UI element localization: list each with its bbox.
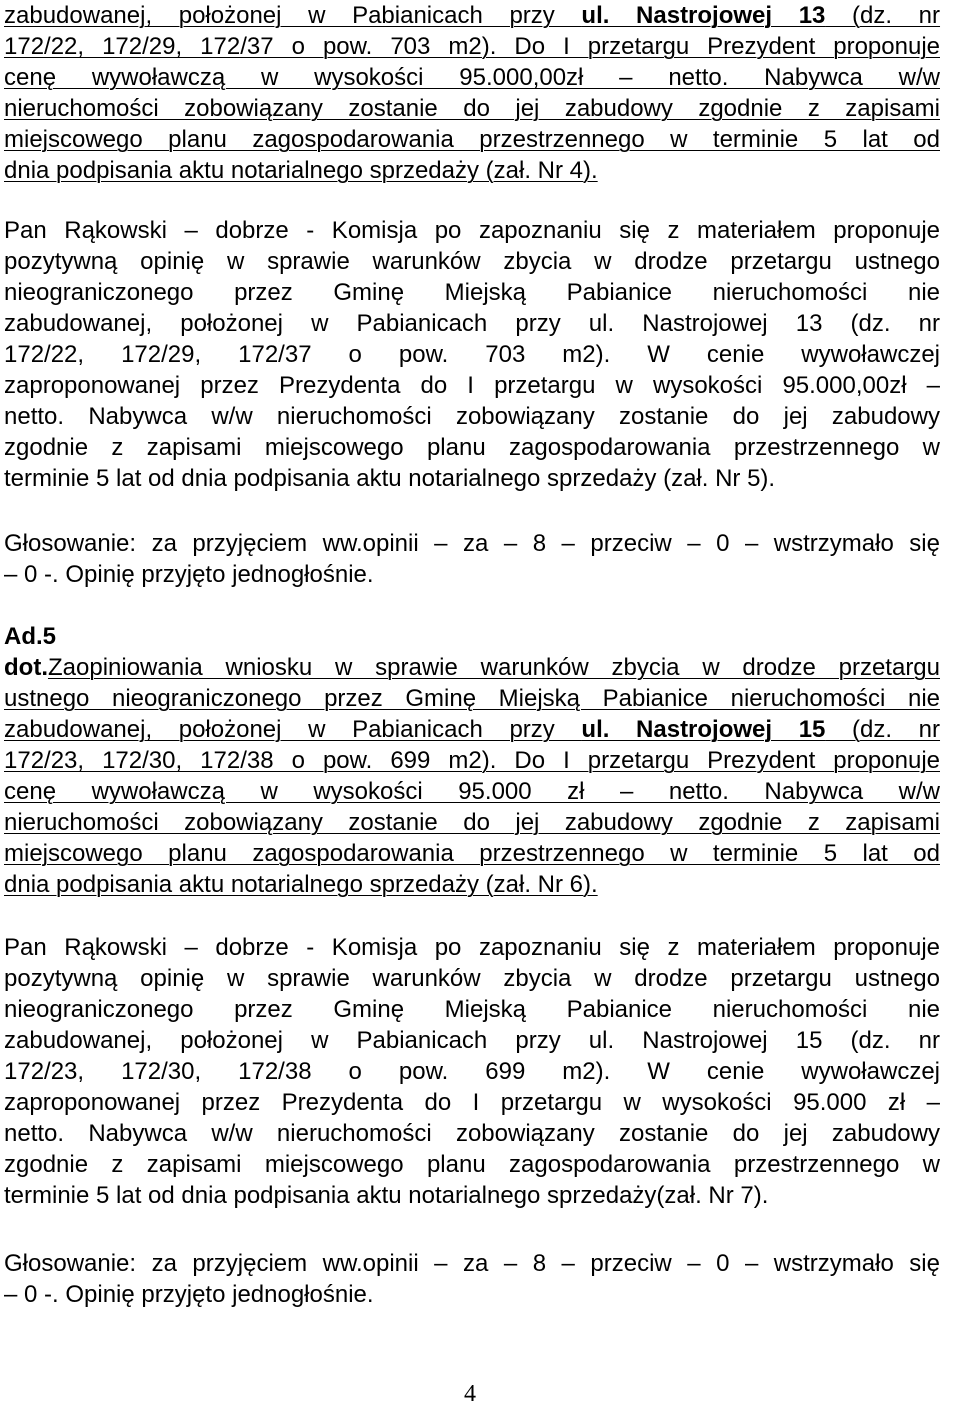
text-line: miejscowego planu zagospodarowania przestrzennego w terminie 5 lat od <box>4 840 940 867</box>
text-line: nieograniczonego przez Gminę Miejską Pabianice nieruchomości nie <box>4 996 940 1023</box>
text-line: zgodnie z zapisami miejscowego planu zagospodarowania przestrzennego w <box>4 1151 940 1178</box>
text-line: terminie 5 lat od dnia podpisania aktu notarialnego sprzedaży(zał. Nr 7). <box>4 1182 769 1209</box>
text-line: 172/22, 172/29, 172/37 o pow. 703 m2). Do I przetargu Prezydent proponuje <box>4 33 940 60</box>
text-line: zabudowanej, położonej w Pabianicach przy ul. Nastrojowej 15 (dz. nr <box>4 716 941 743</box>
text-line: terminie 5 lat od dnia podpisania aktu notarialnego sprzedaży (zał. Nr 5). <box>4 465 776 492</box>
text-line: Głosowanie: za przyjęciem ww.opinii – za – 8 – przeciw – 0 – wstrzymało się <box>4 530 940 557</box>
text-line: cenę wywoławczą w wysokości 95.000 zł – netto. Nabywca w/w <box>4 778 940 805</box>
text-line: Pan Rąkowski – dobrze - Komisja po zapoznaniu się z materiałem proponuje <box>4 934 940 961</box>
text-line: nieograniczonego przez Gminę Miejską Pabianice nieruchomości nie <box>4 279 940 306</box>
text-line: 172/22, 172/29, 172/37 o pow. 703 m2). W cenie wywoławczej <box>4 341 940 368</box>
text-line: ustnego nieograniczonego przez Gminę Miejską Pabianice nieruchomości nie <box>4 685 940 712</box>
page-number: 4 <box>464 1381 476 1407</box>
text-line: 172/23, 172/30, 172/38 o pow. 699 m2). W cenie wywoławczej <box>4 1058 940 1085</box>
text-line: nieruchomości zobowiązany zostanie do jej zabudowy zgodnie z zapisami <box>4 95 940 122</box>
agenda-item-heading: Ad.5 <box>4 623 57 650</box>
text-line: dot.Zaopiniowania wniosku w sprawie warunków zbycia w drodze przetargu <box>4 654 940 681</box>
text-line: – 0 -. Opinię przyjęto jednogłośnie. <box>4 1281 374 1308</box>
text-line: Głosowanie: za przyjęciem ww.opinii – za – 8 – przeciw – 0 – wstrzymało się <box>4 1250 940 1277</box>
text-line: netto. Nabywca w/w nieruchomości zobowiązany zostanie do jej zabudowy <box>4 403 940 430</box>
text-line: miejscowego planu zagospodarowania przestrzennego w terminie 5 lat od <box>4 126 940 153</box>
text-line: – 0 -. Opinię przyjęto jednogłośnie. <box>4 561 374 588</box>
text-line: dnia podpisania aktu notarialnego sprzedaży (zał. Nr 6). <box>4 871 598 898</box>
text-line: dnia podpisania aktu notarialnego sprzedaży (zał. Nr 4). <box>4 157 598 184</box>
text-line: Pan Rąkowski – dobrze - Komisja po zapoznaniu się z materiałem proponuje <box>4 217 940 244</box>
text-line: zgodnie z zapisami miejscowego planu zagospodarowania przestrzennego w <box>4 434 940 461</box>
text-line: zabudowanej, położonej w Pabianicach przy ul. Nastrojowej 13 (dz. nr <box>4 310 940 337</box>
text-line: pozytywną opinię w sprawie warunków zbycia w drodze przetargu ustnego <box>4 248 940 275</box>
text-line: zabudowanej, położonej w Pabianicach przy ul. Nastrojowej 13 (dz. nr <box>4 2 941 29</box>
text-line: pozytywną opinię w sprawie warunków zbycia w drodze przetargu ustnego <box>4 965 940 992</box>
text-line: cenę wywoławczą w wysokości 95.000,00zł – netto. Nabywca w/w <box>4 64 940 91</box>
text-line: zaproponowanej przez Prezydenta do I przetargu w wysokości 95.000,00zł – <box>4 372 940 399</box>
text-line: zaproponowanej przez Prezydenta do I przetargu w wysokości 95.000 zł – <box>4 1089 940 1116</box>
text-line: netto. Nabywca w/w nieruchomości zobowiązany zostanie do jej zabudowy <box>4 1120 940 1147</box>
text-line: nieruchomości zobowiązany zostanie do jej zabudowy zgodnie z zapisami <box>4 809 940 836</box>
text-line: zabudowanej, położonej w Pabianicach przy ul. Nastrojowej 15 (dz. nr <box>4 1027 940 1054</box>
text-line: 172/23, 172/30, 172/38 o pow. 699 m2). Do I przetargu Prezydent proponuje <box>4 747 940 774</box>
